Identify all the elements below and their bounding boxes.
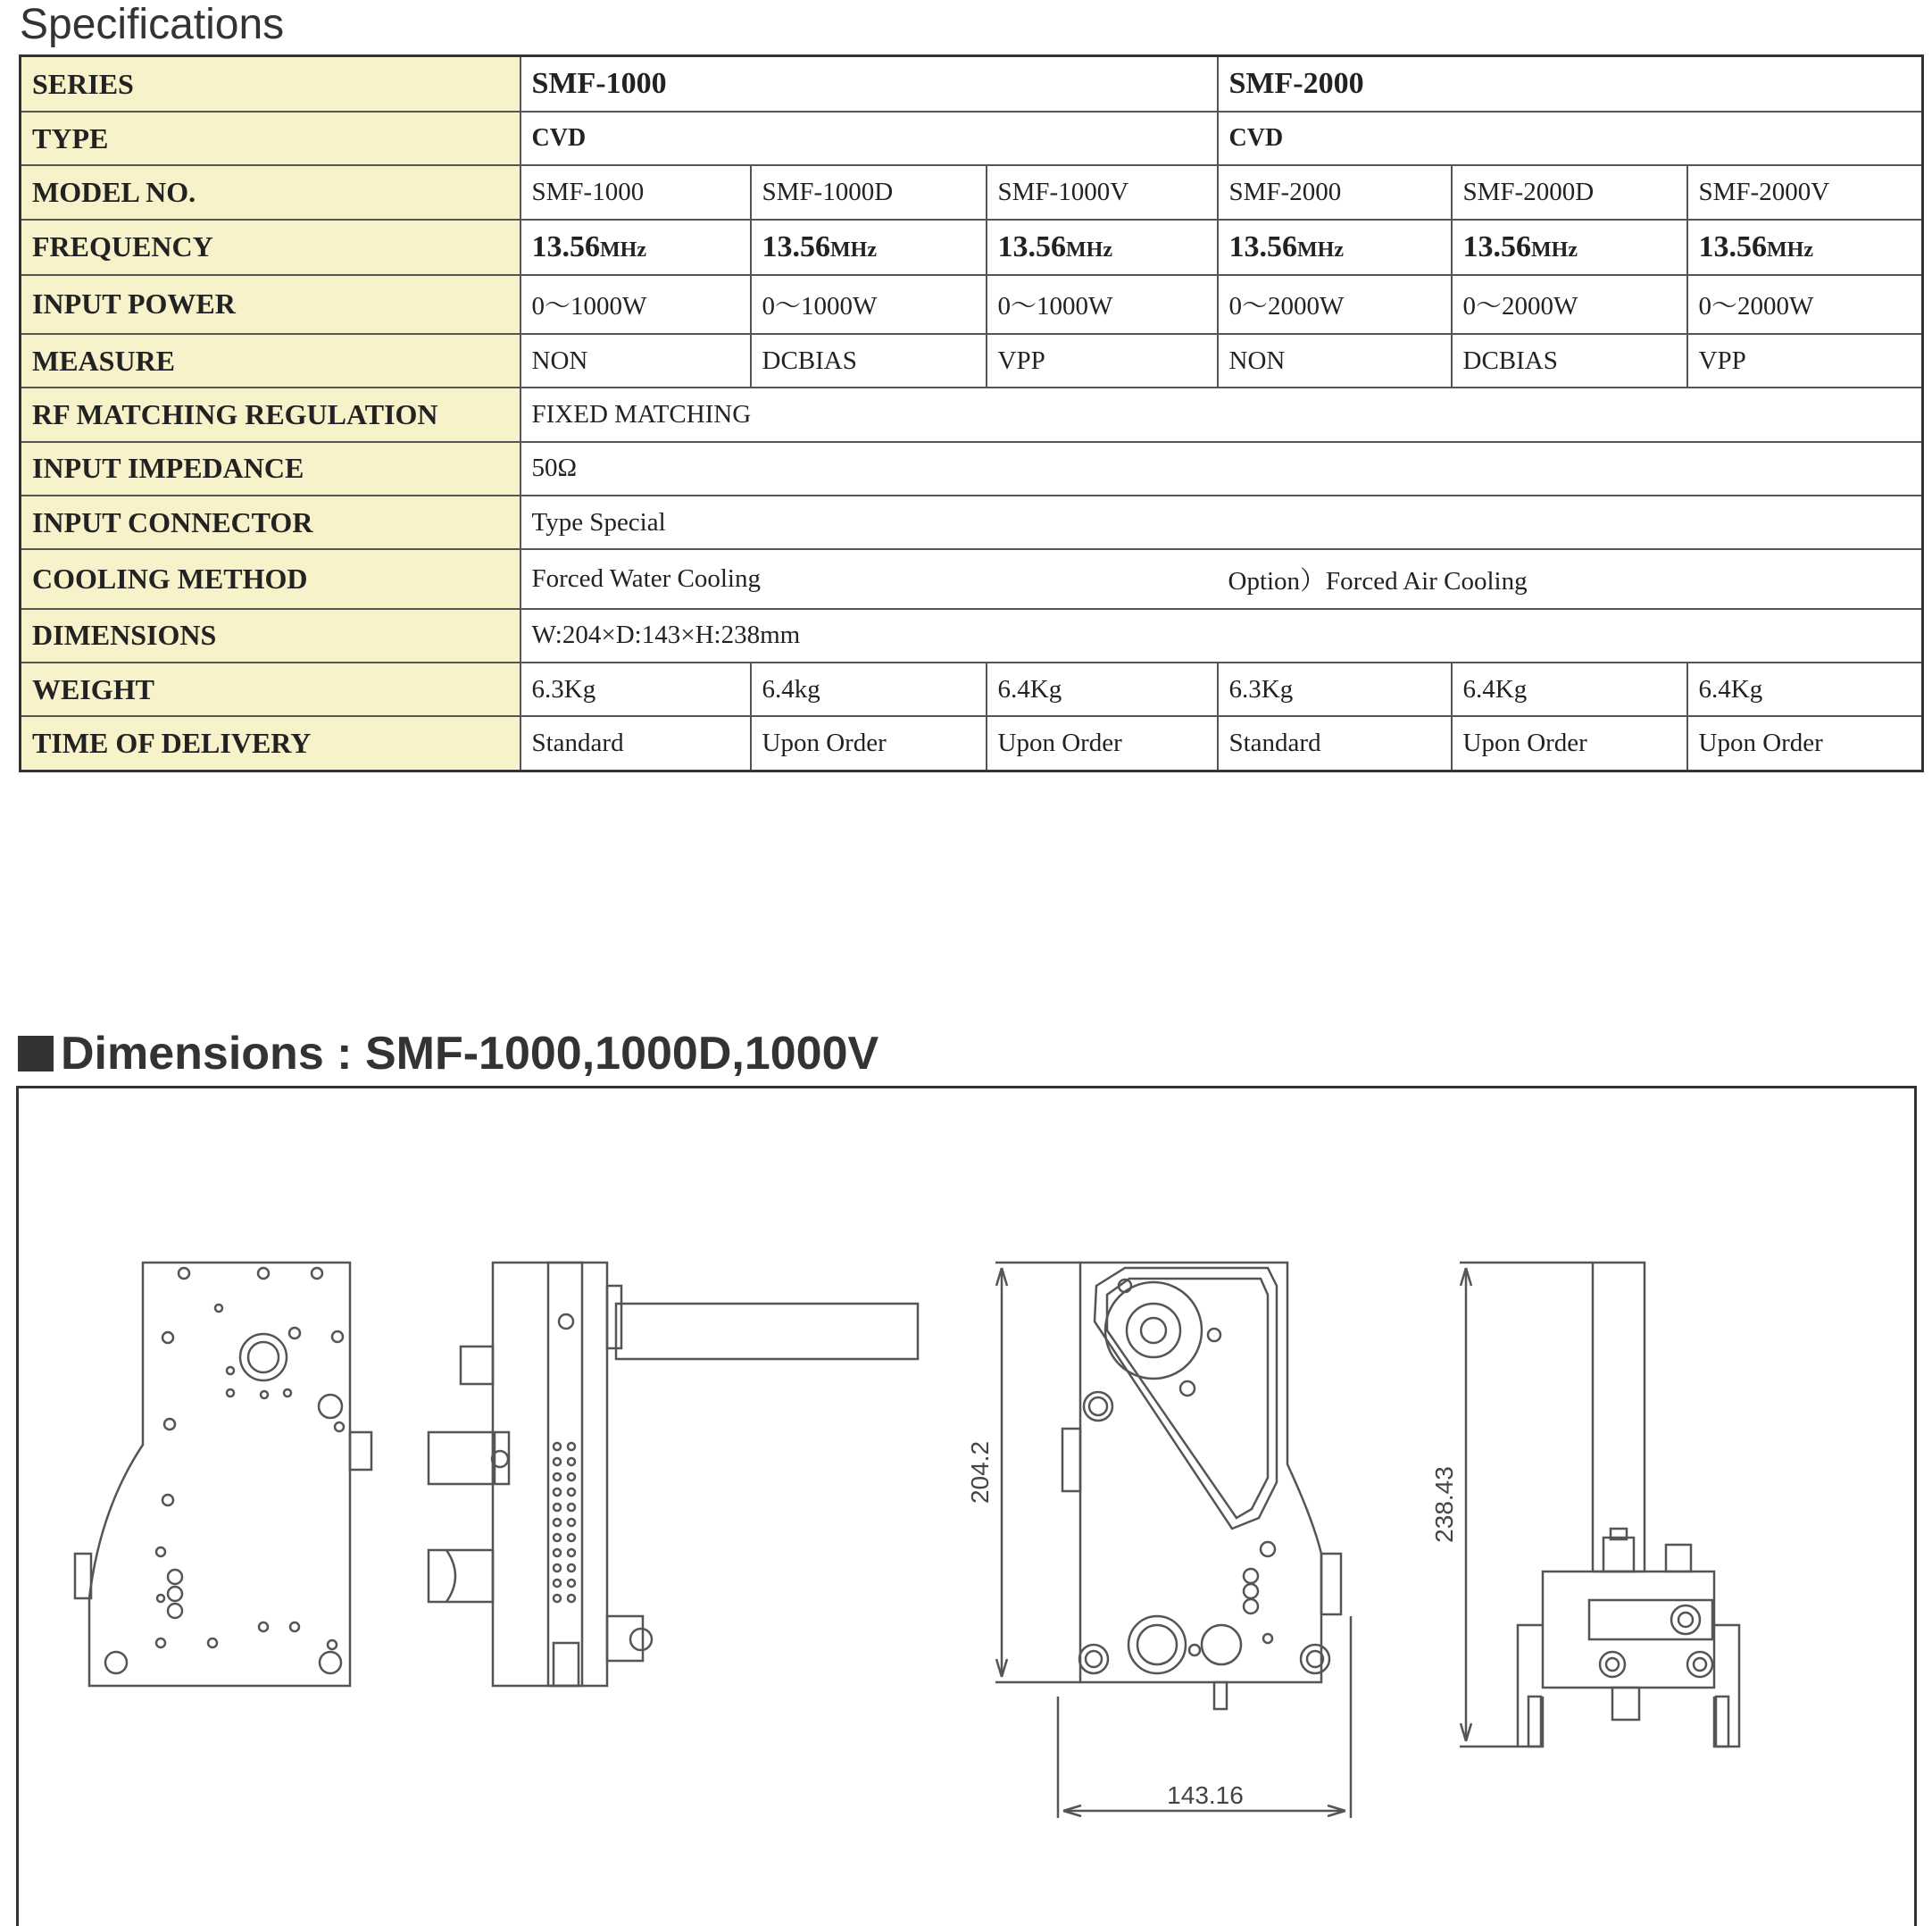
- power-cell: 0～1000W: [520, 275, 751, 334]
- dimension-width-label: 143.16: [1167, 1781, 1244, 1809]
- label-type: TYPE: [21, 112, 520, 165]
- model-cell: SMF-1000D: [751, 165, 987, 219]
- label-series: SERIES: [21, 56, 520, 113]
- series-smf-2000: SMF-2000: [1218, 56, 1923, 113]
- delivery-cell: Standard: [1218, 716, 1452, 771]
- power-cell: 0～1000W: [751, 275, 987, 334]
- rf-matching-value: FIXED MATCHING: [520, 388, 1923, 441]
- label-measure: MEASURE: [21, 334, 520, 388]
- type-smf-1000: CVD: [520, 112, 1218, 165]
- power-cell: 0～2000W: [1218, 275, 1452, 334]
- label-dimensions: DIMENSIONS: [21, 609, 520, 663]
- frequency-cell: 13.56MHz: [1687, 220, 1923, 275]
- label-rf-matching: RF MATCHING REGULATION: [21, 388, 520, 441]
- power-cell: 0～2000W: [1687, 275, 1923, 334]
- label-input-connector: INPUT CONNECTOR: [21, 496, 520, 549]
- dimensions-value: W:204×D:143×H:238mm: [520, 609, 1923, 663]
- type-smf-2000: CVD: [1218, 112, 1923, 165]
- weight-cell: 6.4Kg: [1452, 663, 1687, 716]
- measure-cell: VPP: [1687, 334, 1923, 388]
- weight-cell: 6.3Kg: [520, 663, 751, 716]
- label-frequency: FREQUENCY: [21, 220, 520, 275]
- frequency-cell: 13.56MHz: [1452, 220, 1687, 275]
- model-cell: SMF-1000V: [987, 165, 1218, 219]
- frequency-cell: 13.56MHz: [1218, 220, 1452, 275]
- dimension-height-1-label: 204.2: [966, 1440, 994, 1505]
- measure-cell: NON: [1218, 334, 1452, 388]
- weight-cell: 6.4kg: [751, 663, 987, 716]
- specifications-title: Specifications: [20, 1, 285, 48]
- delivery-cell: Upon Order: [987, 716, 1218, 771]
- delivery-cell: Upon Order: [1452, 716, 1687, 771]
- delivery-cell: Standard: [520, 716, 751, 771]
- label-input-power: INPUT POWER: [21, 275, 520, 334]
- power-cell: 0～2000W: [1452, 275, 1687, 334]
- model-cell: SMF-2000D: [1452, 165, 1687, 219]
- measure-cell: DCBIAS: [751, 334, 987, 388]
- front-view-drawing: [995, 1263, 1351, 1818]
- weight-cell: 6.4Kg: [1687, 663, 1923, 716]
- frequency-cell: 13.56MHz: [520, 220, 751, 275]
- input-connector-value: Type Special: [520, 496, 1923, 549]
- delivery-cell: Upon Order: [751, 716, 987, 771]
- measure-cell: VPP: [987, 334, 1218, 388]
- model-cell: SMF-2000: [1218, 165, 1452, 219]
- delivery-cell: Upon Order: [1687, 716, 1923, 771]
- power-cell: 0～1000W: [987, 275, 1218, 334]
- back-view-drawing: [75, 1263, 371, 1686]
- model-cell: SMF-1000: [520, 165, 751, 219]
- measure-cell: DCBIAS: [1452, 334, 1687, 388]
- frequency-cell: 13.56MHz: [751, 220, 987, 275]
- side-view-drawing: [429, 1263, 918, 1686]
- input-impedance-value: 50Ω: [520, 442, 1923, 496]
- label-weight: WEIGHT: [21, 663, 520, 716]
- label-model-no: MODEL NO.: [21, 165, 520, 219]
- cooling-option-value: Option）Forced Air Cooling: [1218, 549, 1923, 608]
- label-input-impedance: INPUT IMPEDANCE: [21, 442, 520, 496]
- weight-cell: 6.4Kg: [987, 663, 1218, 716]
- label-time-of-delivery: TIME OF DELIVERY: [21, 716, 520, 771]
- label-cooling-method: COOLING METHOD: [21, 549, 520, 608]
- weight-cell: 6.3Kg: [1218, 663, 1452, 716]
- dimensions-title: Dimensions : SMF-1000,1000D,1000V: [18, 1027, 879, 1080]
- model-cell: SMF-2000V: [1687, 165, 1923, 219]
- dimension-height-2-label: 238.43: [1430, 1466, 1458, 1543]
- rear-view-drawing: [1460, 1263, 1739, 1747]
- frequency-cell: 13.56MHz: [987, 220, 1218, 275]
- series-smf-1000: SMF-1000: [520, 56, 1218, 113]
- cooling-main-value: Forced Water Cooling: [520, 549, 1218, 608]
- measure-cell: NON: [520, 334, 751, 388]
